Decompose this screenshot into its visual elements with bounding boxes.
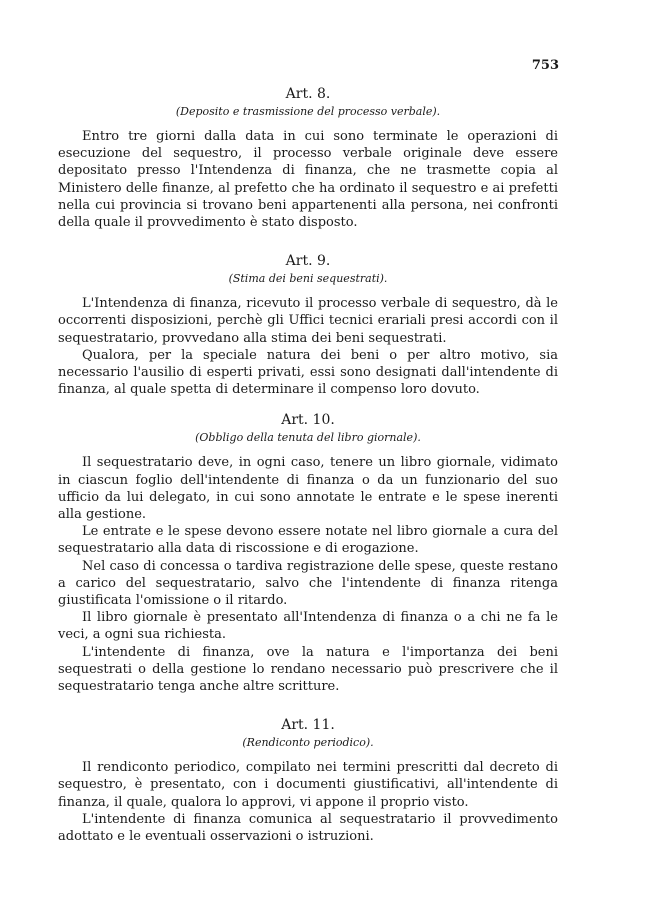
article-heading: Art. 9.: [285, 253, 331, 270]
paragraph: Il rendiconto periodico, compilato nei termini prescritti dal decreto di sequestro, è presentato, con i documenti giustificativi, all'intendente di finanza, il quale, qualora lo approvi, vi appone il proprio visto.: [58, 760, 558, 810]
article-subtitle: (Deposito e trasmissione del processo verbale).: [175, 105, 441, 118]
paragraph: L'intendente di finanza comunica al sequestratario il provvedimento adottato e le eventuali osservazioni o istruzioni.: [58, 811, 558, 845]
article-9: [58, 251, 558, 398]
paragraph: Il libro giornale è presentato all'Intendenza di finanza o a chi ne fa le veci, a ogni sua richiesta.: [58, 610, 558, 643]
page-number: 753: [531, 58, 559, 73]
article-subtitle: (Rendiconto periodico).: [242, 736, 374, 750]
article-heading: Art. 8.: [285, 86, 331, 102]
article-8: [58, 84, 558, 231]
article-subtitle: (Stima dei beni sequestrati).: [228, 272, 388, 286]
paragraph: Qualora, per la speciale natura dei beni o per altro motivo, sia necessario l'ausilio di esperti privati, essi sono designati dall'intendente di finanza, al quale spetta di determinare il compenso loro dovuto.: [58, 347, 558, 398]
article-subtitle: (Obbligo della tenuta del libro giornale).: [195, 431, 421, 445]
paragraph: Entro tre giorni dalla data in cui sono terminate le operazioni di esecuzione del sequestro, il processo verbale originale deve essere depositato presso l'Intendenza di finanza, che ne trasmette copia al Ministero delle finanze, al prefetto che ha ordinato il sequestro e ai prefetti nella cui provincia si trovano beni appartenenti alla persona, nei confronti della quale il provvedimento è stato disposto.: [58, 129, 558, 231]
paragraph: Nel caso di concessa o tardiva registrazione delle spese, queste restano a carico del sequestratario, salvo che l'intendente di finanza ritenga giustificata l'omissione o il ritardo.: [58, 558, 558, 609]
article-heading: Art. 11.: [281, 717, 335, 734]
paragraph: L'intendente di finanza, ove la natura e l'importanza dei beni sequestrati o della gestione lo rendano necessario può prescrivere che il sequestratario tenga anche altre scritture.: [58, 644, 558, 695]
document-body: [58, 84, 558, 865]
paragraph: Le entrate e le spese devono essere notate nel libro giornale a cura del sequestratario alla data di riscossione e di erogazione.: [58, 524, 558, 557]
paragraph: Il sequestratario deve, in ogni caso, tenere un libro giornale, vidimato in ciascun foglio dell'intendente di finanza o da un funzionario del suo ufficio da lui delegato, in cui sono annotate le entrate e le spese inerenti alla gestione.: [58, 455, 558, 523]
article-10: [58, 410, 558, 695]
article-11: [58, 715, 558, 845]
paragraph: L'Intendenza di finanza, ricevuto il processo verbale di sequestro, dà le occorrenti disposizioni, perchè gli Uffici tecnici erariali presi accordi con il sequestratario, provvedano alla stima dei beni sequestrati.: [58, 296, 558, 346]
article-heading: Art. 10.: [281, 412, 335, 429]
